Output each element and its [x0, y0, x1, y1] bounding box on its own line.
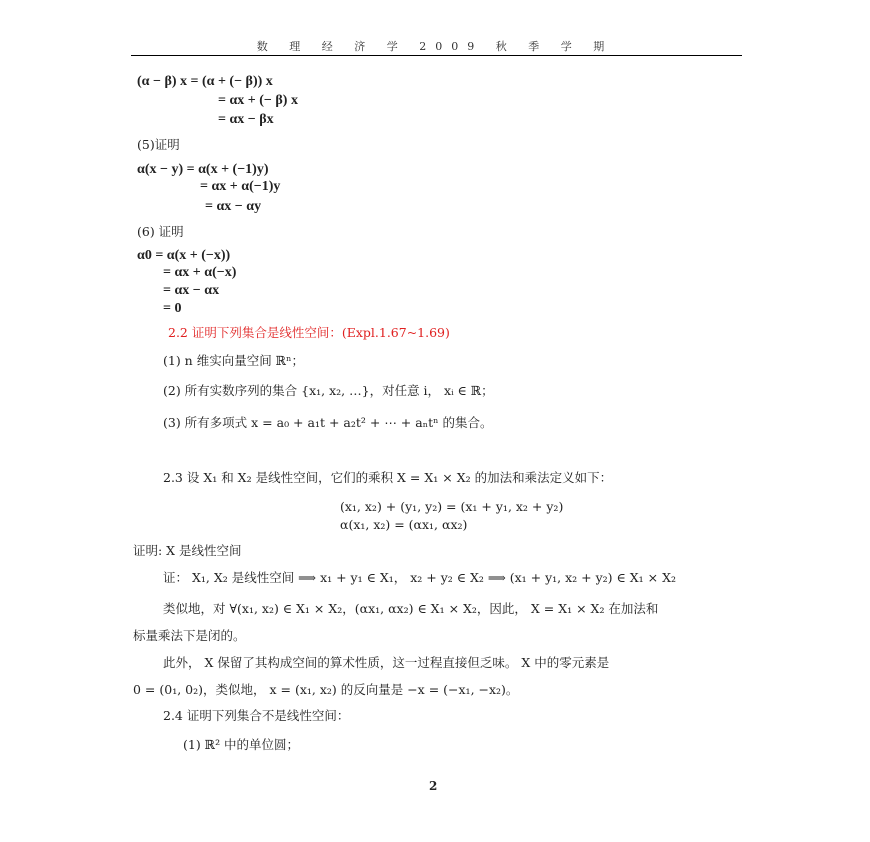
header-rule — [131, 55, 742, 56]
equation-line: = αx + (− β) x — [218, 93, 298, 108]
page-header: 数 理 经 济 学 2009 秋 季 学 期 — [256, 40, 614, 53]
equation-line: = αx − αx — [163, 283, 220, 298]
proof-label: (5)证明 — [137, 137, 180, 152]
equation-line: α0 = α(x + (−x)) — [137, 248, 231, 263]
page-number: 2 — [429, 779, 438, 793]
equation-line: = αx − βx — [218, 112, 274, 127]
list-item: (1) ℝ² 中的单位圆； — [183, 737, 300, 752]
equation-line: = αx + α(−x) — [163, 265, 237, 280]
equation-line: = 0 — [163, 301, 182, 316]
paragraph-line: 标量乘法下是闭的。 — [133, 628, 246, 643]
list-item: (2) 所有实数序列的集合 {x₁, x₂, …}，对任意 i， xᵢ ∈ ℝ； — [163, 383, 494, 398]
equation-line: = αx + α(−1)y — [200, 179, 281, 194]
exercise-heading: 2.2 证明下列集合是线性空间：(Expl.1.67~1.69) — [168, 325, 450, 340]
equation-line: α(x − y) = α(x + (−1)y) — [137, 162, 269, 177]
equation-line: α(x₁, x₂) = (αx₁, αx₂) — [340, 517, 468, 532]
paragraph-line: 此外， X 保留了其构成空间的算术性质，这一过程直接但乏味。 X 中的零元素是 — [163, 655, 610, 670]
equation-line: (x₁, x₂) + (y₁, y₂) = (x₁ + y₁, x₂ + y₂) — [340, 499, 564, 514]
equation-line: (α − β) x = (α + (− β)) x — [137, 74, 273, 89]
exercise-heading: 2.4 证明下列集合不是线性空间： — [163, 708, 350, 723]
paragraph-line: 类似地，对 ∀(x₁, x₂) ∈ X₁ × X₂，(αx₁, αx₂) ∈ X₁ × X₂，因此， X = X₁ × X₂ 在加法和 — [163, 601, 659, 616]
list-item: (1) n 维实向量空间 ℝⁿ； — [163, 353, 304, 368]
exercise-heading: 2.3 设 X₁ 和 X₂ 是线性空间，它们的乘积 X = X₁ × X₂ 的加法和乘法定义如下： — [163, 470, 613, 485]
equation-line: = αx − αy — [205, 199, 262, 214]
proof-label: 证明: X 是线性空间 — [133, 543, 242, 558]
paragraph-line: 0 = (0₁, 0₂)，类似地， x = (x₁, x₂) 的反向量是 −x = (−x₁, −x₂)。 — [133, 682, 519, 697]
list-item: (3) 所有多项式 x = a₀ + a₁t + a₂t² + ⋯ + aₙtⁿ 的集合。 — [163, 415, 493, 430]
paragraph-line: 证： X₁, X₂ 是线性空间 ⟹ x₁ + y₁ ∈ X₁， x₂ + y₂ ∈ X₂ ⟹ (x₁ + y₁, x₂ + y₂) ∈ X₁ × X₂ — [163, 570, 676, 585]
proof-label: (6) 证明 — [137, 224, 184, 239]
